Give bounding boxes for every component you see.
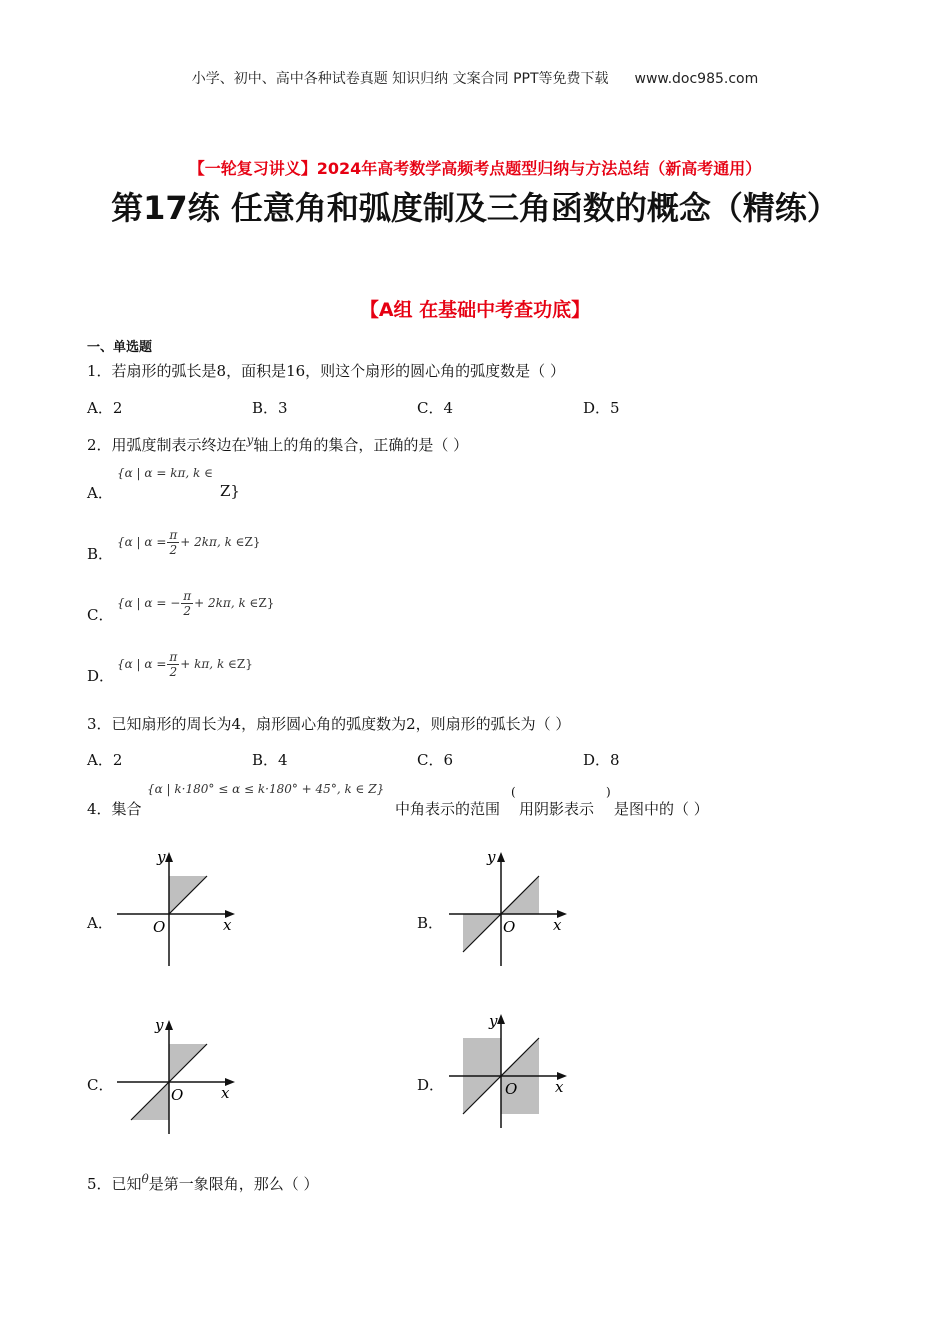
question-4-option-c-label: C． [87, 1076, 114, 1094]
figure-d-y-label: y [489, 1012, 498, 1030]
question-2-option-c-label: C． [87, 606, 114, 624]
question-1-option-c: C．4 [417, 399, 454, 417]
question-3-option-a: A．2 [87, 751, 123, 769]
question-1-option-d: D．5 [583, 399, 620, 417]
figure-c [105, 1010, 245, 1140]
question-4-set-formula: {α | k·180° ≤ α ≤ k·180° + 45°, k ∈ Z} [147, 782, 385, 796]
question-4-option-a-label: A． [87, 914, 113, 932]
section-heading: 一、单选题 [87, 340, 153, 355]
question-4-stem-range: 中角表示的范围 [395, 800, 501, 818]
figure-c-origin-label: O [171, 1086, 184, 1104]
figure-d-shade-top-left [463, 1038, 501, 1076]
y-variable: y [246, 433, 254, 447]
figure-a-x-label: x [223, 916, 232, 934]
figure-b [437, 842, 577, 972]
question-3-stem: 3．已知扇形的周长为4，扇形圆心角的弧度数为2，则扇形的弧长为（ ） [87, 715, 571, 733]
question-2-option-a-formula: {α | α = kπ, k ∈ [117, 466, 213, 480]
question-4-option-d-label: D． [417, 1076, 445, 1094]
figure-a-y-arrow [165, 852, 173, 862]
figure-a [105, 842, 245, 972]
header-site-link[interactable]: www.doc985.com [634, 71, 759, 87]
question-2-option-c-formula: {α | α = − $\frac{\pi}{2}$ + 2kπ, k ∈Z} [117, 589, 275, 618]
series-title: 【一轮复习讲义】2024年高考数学高频考点题型归纳与方法总结（新高考通用） [188, 159, 762, 178]
figure-b-origin-label: O [503, 918, 516, 936]
question-4-option-b-label: B． [417, 914, 444, 932]
group-title: 【A组 在基础中考查功底】 [359, 299, 591, 321]
question-1-option-b: B．3 [252, 399, 288, 417]
question-2-option-b-label: B． [87, 545, 114, 563]
figure-c-y-arrow [165, 1020, 173, 1030]
question-4-paren-right: ) [606, 785, 611, 799]
question-4-stem-shade: 用阴影表示 [519, 800, 595, 818]
main-title: 第17练 任意角和弧度制及三角函数的概念（精练） [111, 189, 839, 227]
question-4-paren-left: ( [511, 785, 516, 799]
figure-b-y-label: y [487, 848, 496, 866]
question-2-stem: 2．用弧度制表示终边在$^y$轴上的角的集合，正确的是（ ） [87, 433, 469, 454]
question-4-stem-start: 4．集合 [87, 800, 142, 818]
figure-c-y-label: y [155, 1016, 164, 1034]
figure-d-x-label: x [555, 1078, 564, 1096]
theta-variable: θ [141, 1172, 149, 1186]
question-2-option-a-label: A． [87, 484, 113, 502]
question-3-option-b: B．4 [252, 751, 288, 769]
page-header [0, 68, 950, 88]
figure-b-x-label: x [553, 916, 562, 934]
figure-c-x-label: x [221, 1084, 230, 1102]
figure-d-origin-label: O [505, 1080, 518, 1098]
figure-d [437, 1004, 577, 1134]
question-2-option-d-label: D． [87, 667, 115, 685]
question-1-stem: 1．若扇形的弧长是8，面积是16，则这个扇形的圆心角的弧度数是（ ） [87, 362, 565, 380]
question-4-stem-end: 是图中的（ ） [614, 800, 709, 818]
question-2-option-d-formula: {α | α = $\frac{\pi}{2}$ + kπ, k ∈Z} [117, 650, 253, 679]
question-3-option-c: C．6 [417, 751, 454, 769]
question-3-option-d: D．8 [583, 751, 620, 769]
question-1-option-a: A．2 [87, 399, 123, 417]
question-2-option-b-formula: {α | α = $\frac{\pi}{2}$ + 2kπ, k ∈Z} [117, 528, 261, 557]
figure-a-y-label: y [157, 848, 166, 866]
question-5-stem: 5．已知$^\theta$是第一象限角，那么（ ） [87, 1172, 319, 1193]
header-text: 小学、初中、高中各种试卷真题 知识归纳 文案合同 PPT等免费下载 [191, 71, 609, 87]
figure-d-y-arrow [497, 1014, 505, 1024]
figure-b-y-arrow [497, 852, 505, 862]
figure-a-origin-label: O [153, 918, 166, 936]
question-2-option-a-tail: Z} [220, 482, 240, 500]
